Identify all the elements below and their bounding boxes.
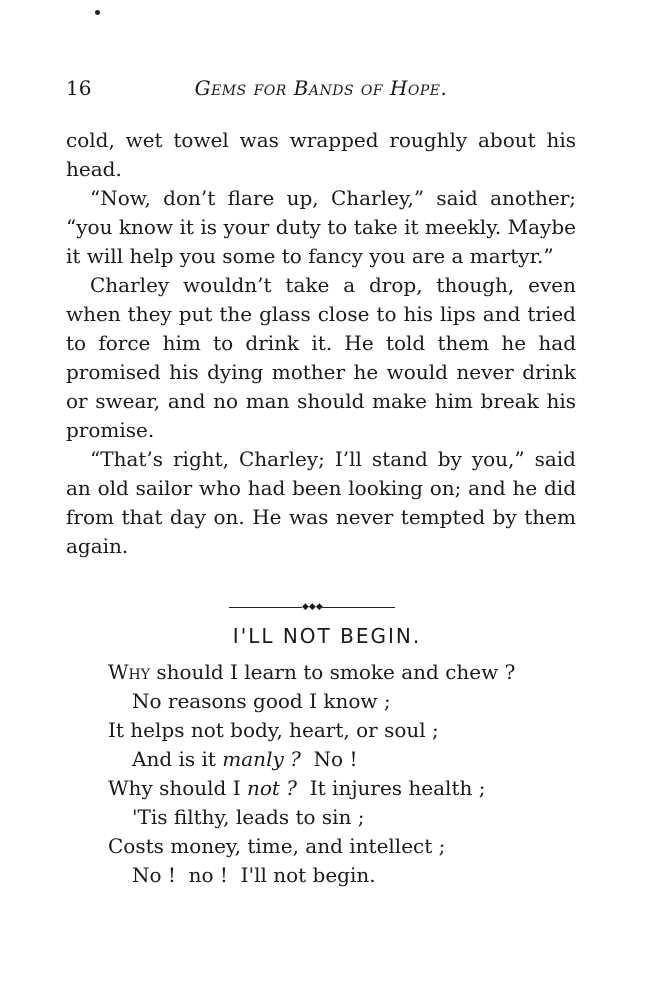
poem-line: No ! no ! I'll not begin. (132, 863, 376, 887)
poem-line: Costs money, time, and intellect ; (108, 834, 446, 858)
paragraph: cold, wet towel was wrapped roughly about his head. (66, 128, 576, 181)
page-number: 16 (66, 76, 92, 100)
line-text: And is it (132, 747, 223, 771)
drop-word: Why (108, 660, 151, 684)
poem-line (108, 774, 515, 803)
running-title: Gems for Bands of Hope. (194, 76, 448, 100)
poem-title: I'LL NOT BEGIN. (232, 624, 422, 648)
poem-line: It helps not body, heart, or soul ; (108, 718, 439, 742)
poem-line: 'Tis filthy, leads to sin ; (132, 805, 365, 829)
divider-ornament-icon: ◆◆◆ (302, 602, 323, 612)
poem-line: No reasons good I know ; (132, 689, 391, 713)
paragraph: Charley wouldn’t take a drop, though, even when they put the glass close to his lips and tried to force him to drink it. He told them he had promised his dying mother he would never drink or swear, and no man should make him break his promise. (66, 273, 576, 442)
paragraph: “Now, don’t flare up, Charley,” said another; “you know it is your duty to take it meekly. Maybe it will help you some to fancy you are a martyr.” (66, 186, 576, 268)
line-text: It injures health ; (297, 776, 486, 800)
poem-line (108, 658, 515, 687)
paragraph: “That’s right, Charley; I’ll stand by you,” said an old sailor who had been looking on; and he did from that day on. He was never tempted by them again. (66, 447, 576, 558)
poem (108, 658, 515, 890)
prose-body (66, 126, 576, 561)
emphasis: not ? (246, 776, 298, 800)
page-header (66, 76, 576, 104)
line-text: should I learn to smoke and chew ? (150, 660, 516, 684)
poem-line (108, 745, 515, 774)
line-text: Why should I (108, 776, 247, 800)
ink-speck (95, 10, 100, 15)
section-divider (229, 603, 395, 613)
emphasis: manly ? (222, 747, 301, 771)
line-text: No ! (300, 747, 358, 771)
